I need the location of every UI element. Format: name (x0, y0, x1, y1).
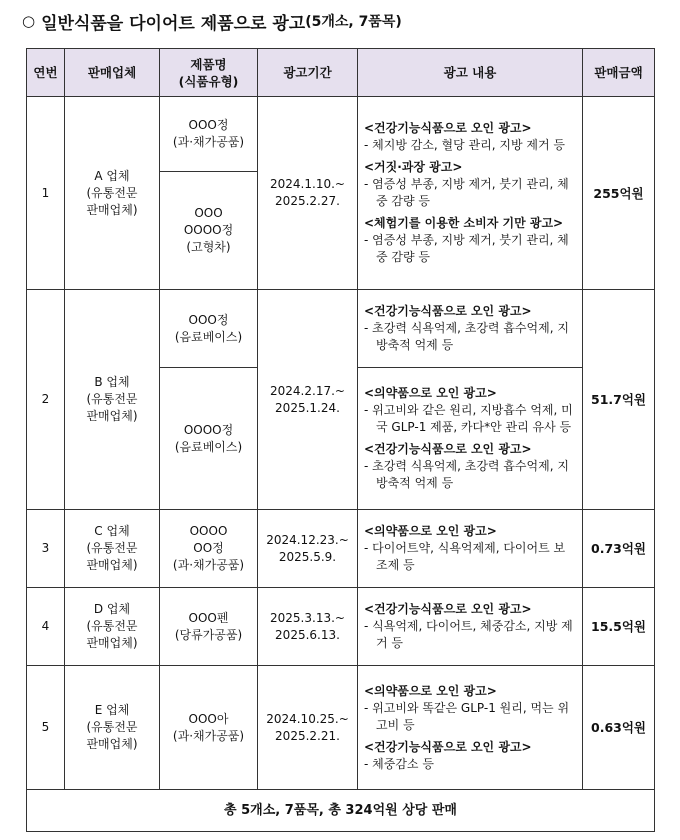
company-type-line1: (유통전문 (86, 392, 138, 406)
ad-category: <의약품으로 오인 광고> (364, 386, 497, 400)
ad-group (364, 159, 576, 210)
ad-claims: - 위고비와 같은 원리, 지방흡수 억제, 미국 GLP-1 제품, 카다*안 관리 유사 등 (364, 403, 573, 434)
company-cell (65, 510, 160, 588)
period-start: 2025.3.13.~ (270, 610, 345, 625)
ad-group (364, 683, 576, 734)
period-cell (258, 588, 358, 666)
product-cell (160, 510, 258, 588)
period-start: 2024.10.25.~ (266, 711, 349, 726)
product-line: OOO펜 (188, 610, 229, 625)
ad-category: <건강기능식품으로 오인 광고> (364, 304, 532, 318)
ad-group (364, 303, 576, 354)
ad-claims: - 초강력 식욕억제, 초강력 흡수억제, 지방축적 억제 등 (364, 321, 569, 352)
header-product-line1: 제품명 (190, 56, 227, 72)
header-company: 판매업체 (65, 49, 160, 97)
ad-group (364, 523, 576, 574)
period-cell (258, 97, 358, 290)
product-cell (160, 588, 258, 666)
ad-content-cell (358, 290, 583, 368)
ad-claims: - 체지방 감소, 혈당 관리, 지방 제거 등 (364, 138, 565, 152)
total-summary: 총 5개소, 7품목, 총 324억원 상당 판매 (27, 790, 655, 832)
header-amount: 판매금액 (583, 49, 655, 97)
sales-amount: 51.7억원 (583, 290, 655, 510)
header-content: 광고 내용 (358, 49, 583, 97)
row-number: 3 (27, 510, 65, 588)
product-cell (160, 172, 258, 290)
period-cell (258, 666, 358, 790)
period-end: 2025.2.27. (275, 194, 340, 208)
product-line: OOO정 (188, 312, 229, 327)
total-row (27, 790, 655, 832)
ad-group (364, 385, 576, 436)
table-header-row (27, 49, 655, 97)
ad-content-cell (358, 510, 583, 588)
ad-category: <건강기능식품으로 오인 광고> (364, 739, 532, 754)
company-cell (65, 666, 160, 790)
product-line: OOOO정 (183, 223, 234, 237)
header-product (160, 49, 258, 97)
product-line: (과·채가공품) (172, 135, 245, 149)
product-line: (음료베이스) (174, 439, 243, 454)
company-type-line1: (유통전문 (86, 720, 138, 734)
company-cell (65, 97, 160, 290)
ad-claims: - 초강력 식욕억제, 초강력 흡수억제, 지방축적 억제 등 (364, 459, 569, 490)
product-line: OO정 (193, 541, 224, 555)
period-end: 2025.5.9. (278, 549, 337, 564)
company-name: B 업체 (94, 375, 130, 389)
table-row (27, 510, 655, 588)
period-end: 2025.6.13. (275, 627, 340, 642)
ad-group (364, 120, 576, 154)
company-type-line1: (유통전문 (86, 619, 138, 633)
product-line: (음료베이스) (174, 329, 243, 344)
company-name: E 업체 (94, 703, 130, 717)
row-number: 5 (27, 666, 65, 790)
ad-content-cell (358, 97, 583, 290)
table-row (27, 588, 655, 666)
company-type-line2: 판매업체) (86, 737, 138, 751)
product-line: (과·채가공품) (172, 558, 245, 572)
company-type-line1: (유통전문 (86, 541, 138, 555)
period-end: 2025.2.21. (275, 728, 340, 743)
ad-claims: - 체중감소 등 (364, 756, 434, 771)
company-type-line2: 판매업체) (86, 558, 138, 572)
product-line: OOOO정 (183, 422, 234, 437)
company-cell (65, 588, 160, 666)
product-cell (160, 368, 258, 510)
product-line: OOO아 (188, 711, 229, 726)
ad-content-cell (358, 588, 583, 666)
period-start: 2024.12.23.~ (266, 532, 349, 547)
circle-bullet-icon: ○ (22, 12, 36, 30)
sales-amount: 0.73억원 (583, 510, 655, 588)
period-cell (258, 510, 358, 588)
ad-claims: - 위고비와 똑같은 GLP-1 원리, 먹는 위고비 등 (364, 700, 570, 732)
period-cell (258, 290, 358, 510)
table-row (27, 290, 655, 368)
ad-claims: - 다이어트약, 식욕억제제, 다이어트 보조제 등 (364, 541, 566, 572)
document-title (22, 6, 402, 36)
company-name: C 업체 (94, 524, 130, 538)
product-line: OOO정 (188, 118, 229, 132)
product-line: OOO (194, 206, 223, 220)
table-row (27, 666, 655, 790)
period-end: 2025.1.24. (275, 400, 340, 415)
header-no: 연번 (27, 49, 65, 97)
ad-group (364, 441, 576, 492)
header-period: 광고기간 (258, 49, 358, 97)
ad-category: <건강기능식품으로 오인 광고> (364, 121, 532, 135)
ad-category: <체험기를 이용한 소비자 기만 광고> (364, 216, 564, 230)
ad-group (364, 215, 576, 266)
header-product-line2: (식품유형) (178, 73, 239, 89)
table-body (27, 97, 655, 832)
period-start: 2024.1.10.~ (270, 177, 345, 191)
sales-amount: 255억원 (583, 97, 655, 290)
ad-claims: - 식욕억제, 다이어트, 체중감소, 지방 제거 등 (364, 619, 573, 650)
table-row (27, 97, 655, 172)
product-line: (과·채가공품) (172, 728, 245, 743)
title-count: (5개소, 7품목) (305, 14, 402, 30)
ad-content-cell (358, 368, 583, 510)
ad-group (364, 601, 576, 652)
company-cell (65, 290, 160, 510)
sales-amount: 0.63억원 (583, 666, 655, 790)
row-number: 2 (27, 290, 65, 510)
ad-group (364, 739, 576, 773)
product-cell (160, 97, 258, 172)
row-number: 4 (27, 588, 65, 666)
ad-category: <거짓·과장 광고> (364, 160, 463, 174)
ad-category: <건강기능식품으로 오인 광고> (364, 602, 532, 616)
sales-amount: 15.5억원 (583, 588, 655, 666)
row-number: 1 (27, 97, 65, 290)
ad-category: <건강기능식품으로 오인 광고> (364, 442, 532, 456)
company-type-line2: 판매업체) (86, 202, 138, 217)
product-cell (160, 666, 258, 790)
company-type-line2: 판매업체) (86, 409, 138, 423)
ad-category: <의약품으로 오인 광고> (364, 683, 497, 698)
ad-category: <의약품으로 오인 광고> (364, 524, 497, 538)
company-name: D 업체 (93, 602, 131, 616)
product-line: OOOO (189, 524, 228, 538)
product-cell (160, 290, 258, 368)
period-start: 2024.2.17.~ (270, 383, 345, 398)
company-type-line2: 판매업체) (86, 636, 138, 650)
advertising-violations-table (26, 48, 655, 832)
ad-content-cell (358, 666, 583, 790)
ad-claims: - 염증성 부종, 지방 제거, 붓기 관리, 체중 감량 등 (364, 233, 569, 264)
company-type-line1: (유통전문 (86, 185, 138, 200)
product-line: (고형차) (186, 240, 231, 254)
product-line: (당류가공품) (174, 627, 243, 642)
company-name: A 업체 (94, 168, 130, 183)
ad-claims: - 염증성 부종, 지방 제거, 붓기 관리, 체중 감량 등 (364, 177, 569, 208)
title-main: 일반식품을 다이어트 제품으로 광고 (41, 13, 306, 34)
